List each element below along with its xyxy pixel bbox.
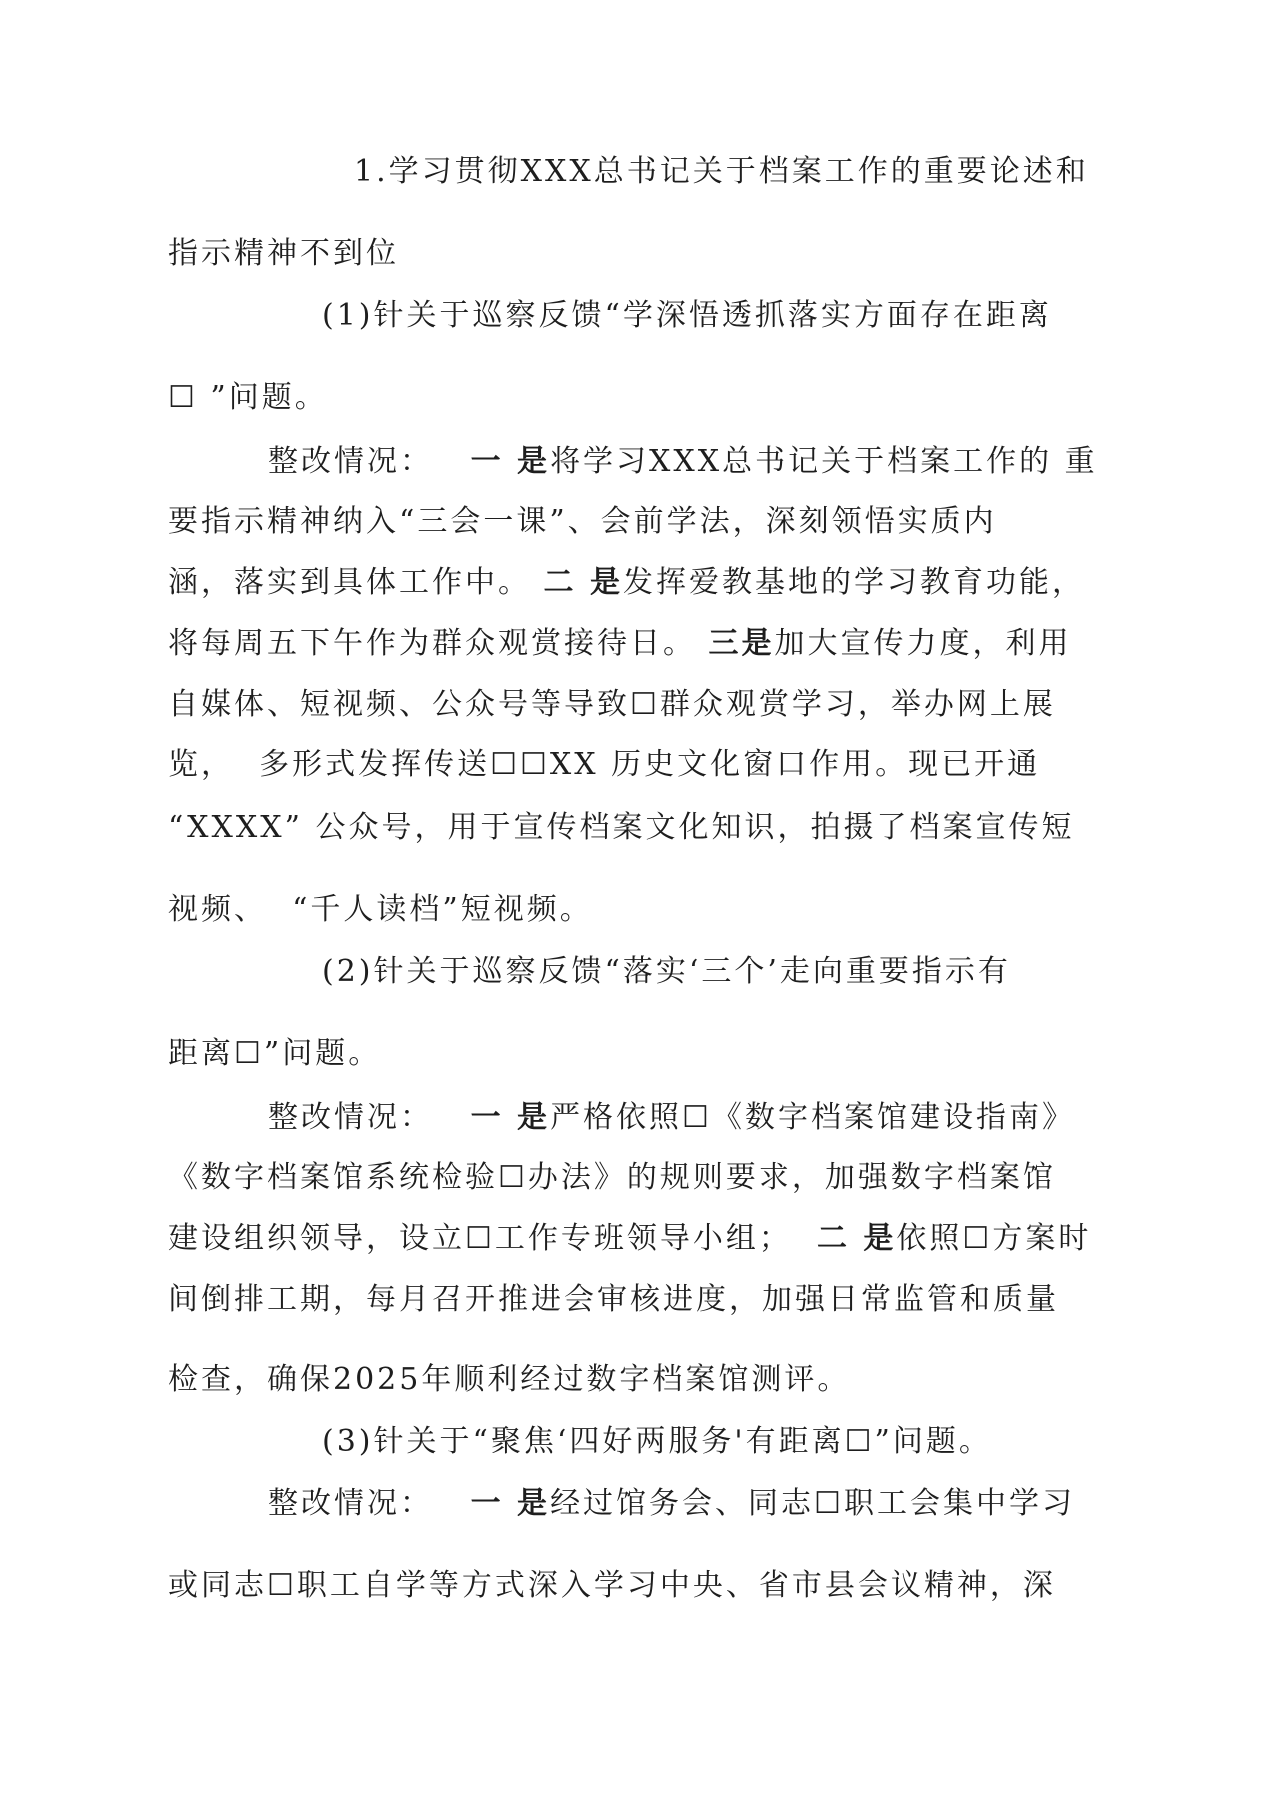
point-marker-1: 一 是 [470, 444, 551, 479]
section-heading-line-1: 1.学习贯彻XXX总书记关于档案工作的重要论述和 [354, 154, 1089, 189]
item-1-line-3-text-a: 涵，落实到具体工作中。 [168, 565, 544, 600]
item-3-title-line-1: (3)针关于“聚焦‘四好两服务'有距离☐”问题。 [322, 1424, 992, 1459]
item-1-paragraph-line-4 [168, 624, 1072, 664]
item-1-line-4-text-a: 将每周五下午作为群众观赏接待日。 [168, 626, 709, 661]
point-marker-1: 一 是 [470, 1486, 551, 1521]
item-1-paragraph-line-2: 要指示精神纳入“三会一课”、会前学法，深刻领悟实质内 [168, 504, 997, 539]
item-1-title-line-2: ☐ ”问题。 [168, 380, 328, 415]
point-marker-2: 二 是 [816, 1221, 897, 1256]
item-1-paragraph-line-3 [168, 563, 1085, 603]
item-3-point-1-text: 经过馆务会、同志☐职工会集中学习 [550, 1486, 1075, 1521]
rectification-label: 整改情况： [268, 444, 433, 479]
item-1-paragraph-line-7: “XXXX” 公众号，用于宣传档案文化知识，拍摄了档案宣传短 [168, 810, 1075, 845]
item-2-line-3-text-b: 依照☐方案时 [896, 1221, 1092, 1256]
item-2-point-1-text: 严格依照☐《数字档案馆建设指南》 [550, 1100, 1075, 1135]
item-2-paragraph-line-5: 检查，确保2025年顺利经过数字档案馆测评。 [168, 1362, 851, 1397]
item-1-paragraph-line-1 [268, 442, 1098, 482]
item-2-title-line-2: 距离☐”问题。 [168, 1036, 382, 1071]
rectification-label: 整改情况： [268, 1100, 433, 1135]
point-marker-3: 三是 [708, 626, 775, 661]
section-heading-line-2: 指示精神不到位 [168, 236, 399, 271]
point-marker-2: 二 是 [543, 565, 623, 600]
item-1-paragraph-line-5: 自媒体、短视频、公众号等导致☐群众观赏学习，举办网上展 [168, 687, 1056, 722]
item-1-paragraph-line-6: 览， 多形式发挥传送☐☐XX 历史文化窗口作用。现已开通 [168, 747, 1041, 782]
rectification-label: 整改情况： [268, 1486, 433, 1521]
item-1-line-3-text-b: 发挥爱教基地的学习教育功能， [623, 565, 1085, 600]
item-2-line-3-text-a: 建设组织领导，设立☐工作专班领导小组； [168, 1221, 817, 1256]
item-1-point-1-text: 将学习XXX总书记关于档案工作的 重 [550, 444, 1098, 479]
item-1-paragraph-line-8: 视频、 “千人读档”短视频。 [168, 892, 593, 927]
item-2-paragraph-line-4: 间倒排工期，每月召开推进会审核进度，加强日常监管和质量 [168, 1282, 1059, 1317]
item-1-line-4-text-b: 加大宣传力度，利用 [774, 626, 1072, 661]
item-3-paragraph-line-1 [268, 1484, 1075, 1524]
item-1-title-line-1: (1)针关于巡察反馈“学深悟透抓落实方面存在距离 [322, 298, 1052, 333]
item-2-title-line-1: (2)针关于巡察反馈“落实‘三个’走向重要指示有 [322, 954, 1011, 989]
item-3-paragraph-line-2: 或同志☐职工自学等方式深入学习中央、省市县会议精神，深 [168, 1568, 1056, 1603]
item-2-paragraph-line-2: 《数字档案馆系统检验☐办法》的规则要求，加强数字档案馆 [168, 1160, 1056, 1195]
item-2-paragraph-line-3 [168, 1219, 1091, 1259]
item-2-paragraph-line-1 [268, 1098, 1075, 1138]
point-marker-1: 一 是 [470, 1100, 551, 1135]
